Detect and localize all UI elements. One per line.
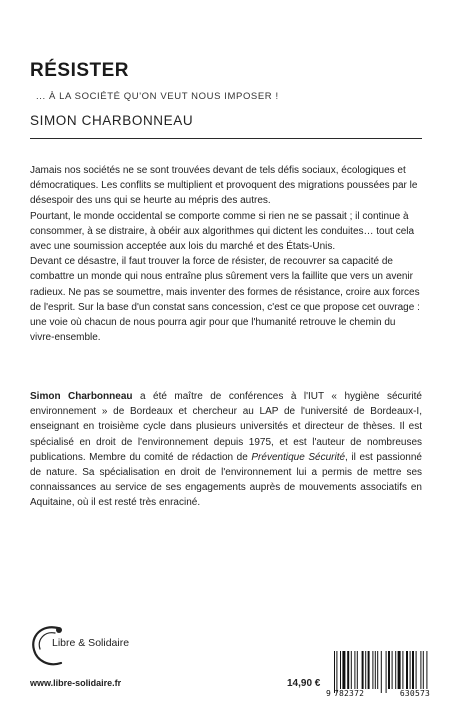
publisher-name: Libre & Solidaire: [52, 637, 130, 649]
barcode-left-group: 782372: [334, 689, 365, 698]
barcode-right-group: 630573: [399, 689, 430, 698]
book-title: RÉSISTER: [30, 60, 130, 81]
back-cover-blurb: [30, 163, 422, 345]
author-bio-name: Simon Charbonneau: [30, 391, 133, 402]
blurb-paragraph: Pourtant, le monde occidental se comporte comme si rien ne se passait ; il continue à consommer, à se distraire, à obéir aux algorithmes qui dictent les conduites… tout cela avec une soumission acceptée aux lois du marché et des États-Unis.: [30, 210, 415, 253]
title-divider: [30, 138, 422, 139]
author-bio-journal: Préventique Sécurité: [251, 451, 346, 463]
barcode-lead-digit: 9: [326, 689, 331, 698]
book-author: SIMON CHARBONNEAU: [30, 113, 194, 128]
author-bio: [30, 389, 422, 511]
book-subtitle: ... À LA SOCIÉTÉ QU'ON VEUT NOUS IMPOSER !: [36, 91, 279, 102]
barcode-digits: [334, 689, 430, 698]
blurb-paragraph: Devant ce désastre, il faut trouver la force de résister, de recouvrer sa capacité de combattre un monde qui nous entraîne plus sûrement vers la faillite que vers un avenir radieux. Ne pas se soumettre, mais inventer des formes de résistance, croire aux forces de l'esprit. Sur la base d'un constat sans concession, c'est ce que propose cet ouvrage : une voie où chacun de nous pourra agir pour que l'humanité retrouve le chemin du vivre-ensemble.: [30, 256, 420, 344]
publisher-website: www.libre-solidaire.fr: [30, 678, 122, 688]
author-bio-text-end: , il est passionné de nature. Sa spécialisation en droit de l'environnement lui a permis de mettre ses connaissances au service de ses engagements auprès de mouvements associatifs en Aquitaine, où il est resté très enraciné.: [30, 451, 422, 509]
publisher-logo: [28, 622, 138, 670]
author-bio-text: a été maître de conférences à l'IUT « hygiène sécurité environnement » de Bordeaux et chercheur au LAP de l'université de Bordeaux-I, enseignant en troisième cycle dans plusieurs universités et directeur de thèses. Il est spécialisé en droit de l'environnement depuis 1975, et est l'auteur de nombreuses publications. Membre du comité de rédaction de: [30, 391, 422, 463]
blurb-paragraph: Jamais nos sociétés ne se sont trouvées devant de tels défis sociaux, écologiques et démocratiques. Les conflits se multiplient et provoquent des migrations poussées par le désespoir des uns qui se heurte au mépris des autres.: [30, 165, 418, 207]
price: 14,90 €: [287, 678, 321, 689]
